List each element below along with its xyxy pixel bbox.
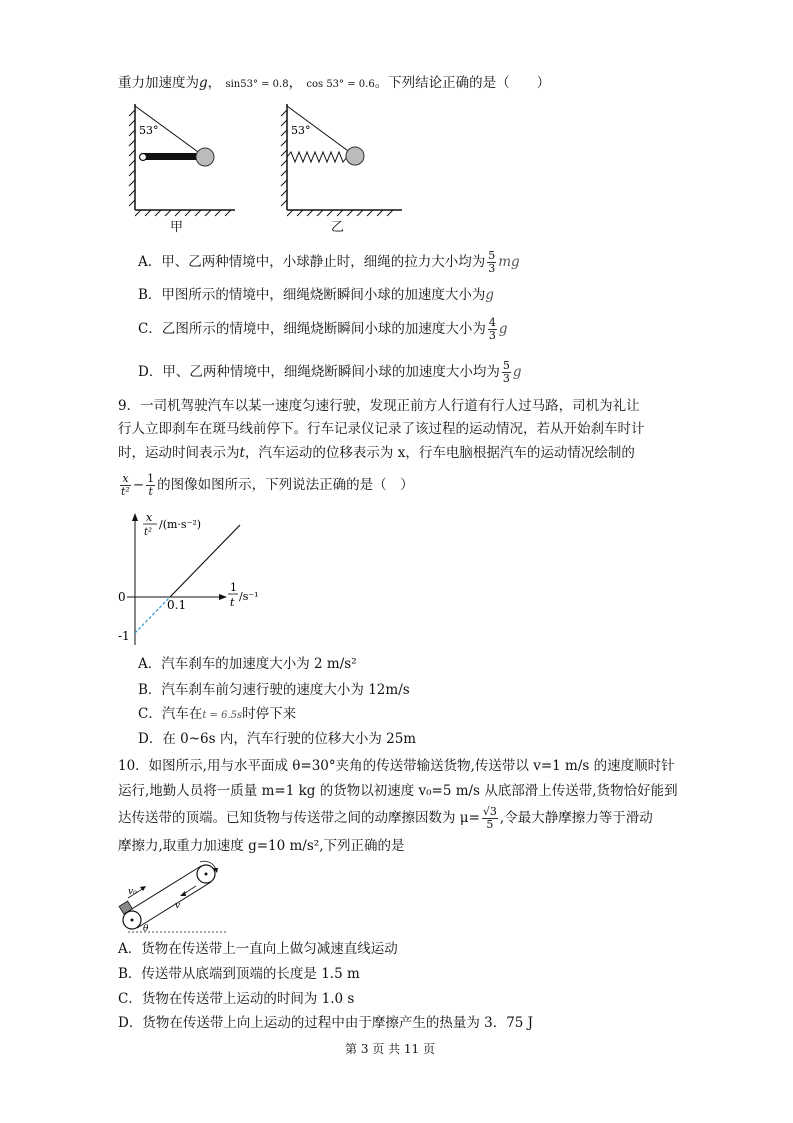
q8-option-a: A．甲、乙两种情境中，小球静止时，细绳的拉力大小均为 $\frac{5}{3}$ mg	[138, 249, 520, 275]
q9-option-a: A．汽车刹车的加速度大小为 2 m/s²	[138, 656, 357, 672]
y-axis-arrow	[132, 513, 138, 521]
q9-line-2: 行人立即刹车在斑马线前停下。行车记录仪记录了该过程的运动情况，若从开始刹车时计	[118, 421, 645, 437]
q10-line-3: 达传送带的顶端。已知货物与传送带之间的动摩擦因数为 μ= $\frac{√3}{5}$ ,令最大静摩擦力等于滑动	[118, 805, 653, 831]
q9-line-4: $\frac{x}{\text{t²}}$ − $\frac{1}{t}$ 的图像如图所示，下列说法正确的是（ ）	[121, 472, 414, 498]
q10-line-1: 10．如图所示,用与水平面成 θ=30°夹角的传送带输送货物,传送带以 v=1 m/s 的速度顺时针	[118, 758, 675, 774]
v-label: v	[175, 901, 181, 911]
x-label-den: t	[230, 596, 235, 609]
q10-option-b: B．传送带从底端到顶端的长度是 1.5 m	[118, 966, 360, 982]
x-axis-arrow	[219, 594, 227, 600]
q9-option-c: C．汽车在t = 6.5s时停下来	[138, 706, 297, 722]
q10-option-d: D．货物在传送带上向上运动的过程中由于摩擦产生的热量为 3．75 J	[118, 1015, 534, 1031]
graph-dashed-line	[135, 597, 170, 633]
q10-line-4: 摩擦力,取重力加速度 g=10 m/s²,下列正确的是	[118, 838, 405, 854]
q10-line-2: 运行,地勤人员将一质量 m=1 kg 的货物以初速度 v₀=5 m/s 从底部滑上传送带,货物恰好能到	[118, 783, 678, 799]
q9-line-1: 9．一司机驾驶汽车以某一速度匀速行驶，发现正前方人行道有行人过马路，司机为礼让	[118, 398, 640, 414]
q8-intro: 重力加速度为g， sin53° = 0.8， cos 53° = 0.6。下列结论正确的是（ ）	[118, 75, 551, 91]
yi-angle: 53°	[291, 124, 311, 137]
q9-option-d: D．在 0~6s 内，汽车行驶的位移大小为 25m	[138, 731, 417, 747]
figure-yi	[277, 100, 407, 218]
jia-angle: 53°	[139, 124, 159, 137]
page-footer: 第 3 页 共 11 页	[345, 1042, 435, 1056]
q9-graph	[115, 505, 280, 655]
y-tick-label: -1	[118, 629, 130, 643]
x-label-num: 1	[230, 581, 237, 594]
x-label-unit: /s⁻¹	[239, 590, 259, 603]
q10-conveyor-figure	[114, 856, 229, 938]
theta-label: θ	[143, 924, 149, 934]
figure-yi-label: 乙	[331, 220, 345, 235]
y-label-num: x	[146, 511, 153, 524]
q9-line-3: 时，运动时间表示为t，汽车运动的位移表示为 x，行车电脑根据汽车的运动情况绘制的	[118, 445, 635, 461]
x-tick-label: 0.1	[167, 598, 187, 612]
y-label-den: t²	[144, 527, 153, 538]
y-label-unit: /(m·s⁻²)	[159, 518, 202, 531]
v0-label: v₀	[128, 887, 137, 897]
q10-option-c: C．货物在传送带上运动的时间为 1.0 s	[118, 991, 355, 1007]
figure-jia-label: 甲	[170, 220, 184, 235]
q8-option-b: B．甲图所示的情境中，细绳烧断瞬间小球的加速度大小为g	[138, 287, 495, 303]
figure-jia	[125, 100, 235, 232]
q9-option-b: B．汽车刹车前匀速行驶的速度大小为 12m/s	[138, 682, 410, 698]
q10-option-a: A．货物在传送带上一直向上做匀减速直线运动	[118, 941, 398, 957]
q8-option-c: C．乙图所示的情境中，细绳烧断瞬间小球的加速度大小为 $\frac{4}{3}$ g	[138, 316, 508, 342]
q8-option-d: D．甲、乙两种情境中，细绳烧断瞬间小球的加速度大小均为 $\frac{5}{3}$ g	[138, 359, 522, 385]
origin-label: 0	[118, 590, 126, 604]
